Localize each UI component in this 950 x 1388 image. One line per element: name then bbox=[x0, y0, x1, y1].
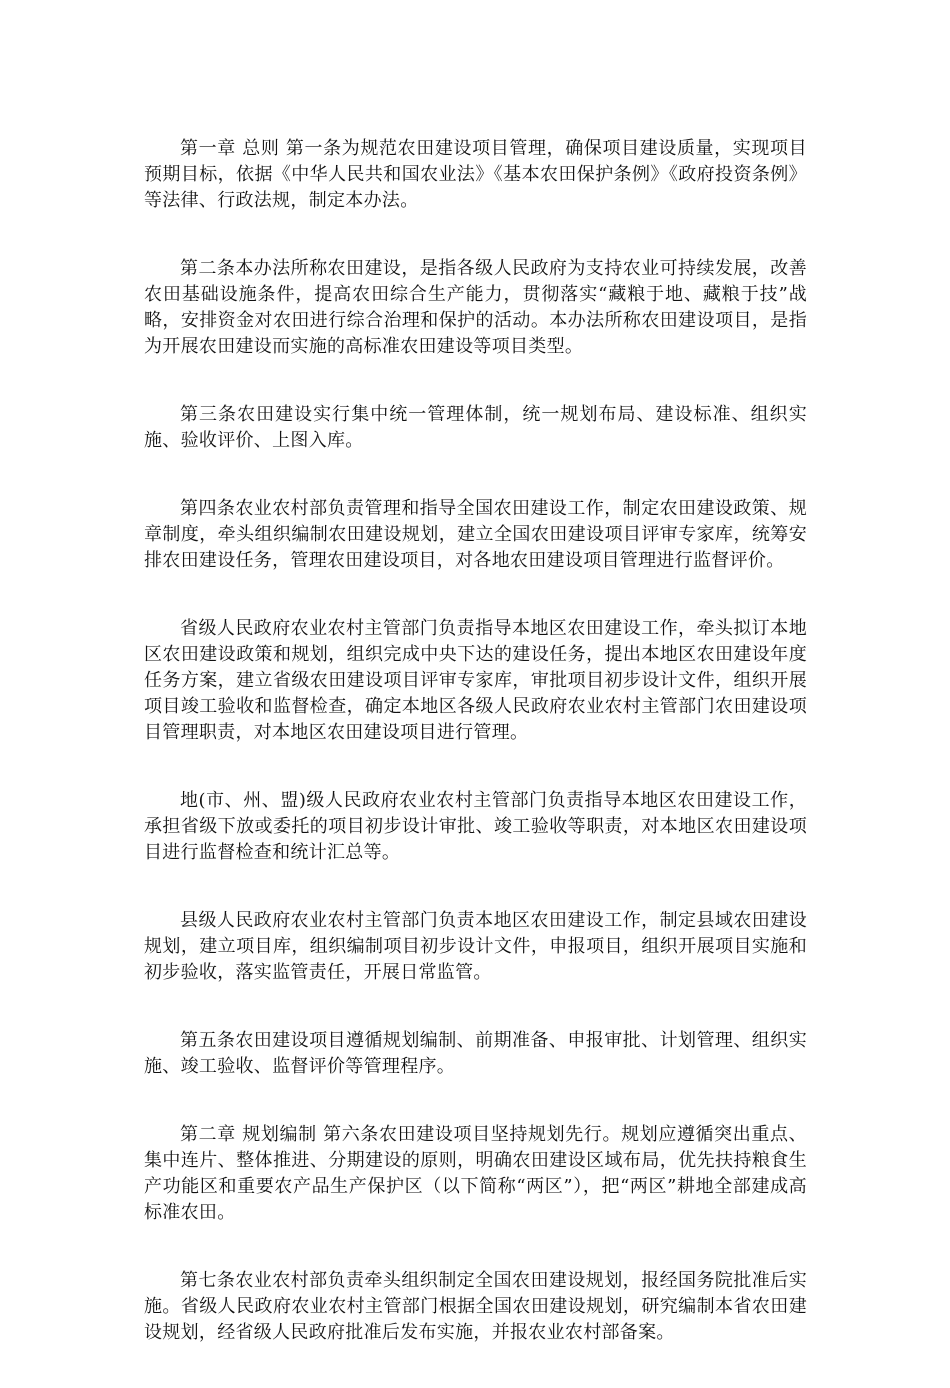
paragraph-provincial-duties: 省级人民政府农业农村主管部门负责指导本地区农田建设工作，牵头拟订本地区农田建设政策和规划，组织完成中央下达的建设任务，提出本地区农田建设年度任务方案，建立省级农田建设项目评审专家库，审批项目初步设计文件，组织开展项目竣工验收和监督检查，确定本地区各级人民政府农业农村主管部门农田建设项目管理职责，对本地区农田建设项目进行管理。 bbox=[144, 618, 807, 743]
paragraph-chapter1-article1: 第一章 总则 第一条为规范农田建设项目管理，确保项目建设质量，实现项目预期目标，依据《中华人民共和国农业法》《基本农田保护条例》《政府投资条例》等法律、行政法规，制定本办法。 bbox=[144, 138, 807, 211]
paragraph-article5: 第五条农田建设项目遵循规划编制、前期准备、申报审批、计划管理、组织实施、竣工验收、监督评价等管理程序。 bbox=[144, 1030, 807, 1077]
paragraph-prefecture-duties: 地(市、州、盟)级人民政府农业农村主管部门负责指导本地区农田建设工作，承担省级下放或委托的项目初步设计审批、竣工验收等职责，对本地区农田建设项目进行监督检查和统计汇总等。 bbox=[144, 790, 807, 863]
document-body bbox=[144, 136, 807, 1388]
paragraph-chapter2-article6: 第二章 规划编制 第六条农田建设项目坚持规划先行。规划应遵循突出重点、集中连片、整体推进、分期建设的原则，明确农田建设区域布局，优先扶持粮食生产功能区和重要农产品生产保护区（以下简称“两区”），把“两区”耕地全部建成高标准农田。 bbox=[144, 1124, 807, 1223]
paragraph-county-duties: 县级人民政府农业农村主管部门负责本地区农田建设工作，制定县域农田建设规划，建立项目库，组织编制项目初步设计文件，申报项目，组织开展项目实施和初步验收，落实监管责任，开展日常监管。 bbox=[144, 910, 807, 983]
paragraph-article4: 第四条农业农村部负责管理和指导全国农田建设工作，制定农田建设政策、规章制度，牵头组织编制农田建设规划，建立全国农田建设项目评审专家库，统筹安排农田建设任务，管理农田建设项目，对各地农田建设项目管理进行监督评价。 bbox=[144, 498, 807, 571]
paragraph-article3: 第三条农田建设实行集中统一管理体制，统一规划布局、建设标准、组织实施、验收评价、上图入库。 bbox=[144, 404, 807, 451]
paragraph-article7: 第七条农业农村部负责牵头组织制定全国农田建设规划，报经国务院批准后实施。省级人民政府农业农村主管部门根据全国农田建设规划，研究编制本省农田建设规划，经省级人民政府批准后发布实施，并报农业农村部备案。 bbox=[144, 1270, 807, 1343]
paragraph-article2: 第二条本办法所称农田建设，是指各级人民政府为支持农业可持续发展，改善农田基础设施条件，提高农田综合生产能力，贯彻落实“藏粮于地、藏粮于技”战略，安排资金对农田进行综合治理和保护的活动。本办法所称农田建设项目，是指为开展农田建设而实施的高标准农田建设等项目类型。 bbox=[144, 258, 807, 357]
